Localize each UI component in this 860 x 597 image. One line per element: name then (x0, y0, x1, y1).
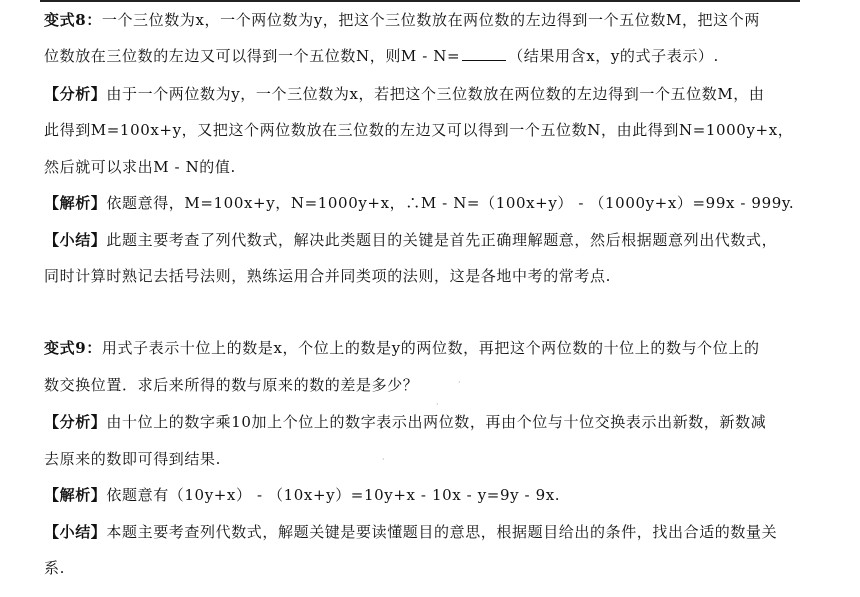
problem9-label: 变式9： (44, 339, 102, 357)
problem8-statement-line2 (44, 46, 719, 66)
problem8-solution-label: 【解析】 (44, 194, 107, 212)
problem9-summary-line2: 系. (44, 559, 65, 577)
problem8-analysis-line2: 此得到M=100x+y，又把这个两位数放在三位数的左边又可以得到一个五位数N，由此得到N=1000y+x， (44, 121, 794, 139)
problem9-text-line1: 用式子表示十位上的数是x，个位上的数是y的两位数，再把这个两位数的十位上的数与个位上的 (101, 339, 760, 357)
scan-speck: · (458, 378, 461, 387)
problem8-statement-line1 (44, 10, 760, 30)
problem9-analysis-label: 【分析】 (44, 413, 107, 431)
problem9-analysis-line2: 去原来的数即可得到结果. (44, 450, 221, 468)
problem8-label: 变式8： (44, 11, 102, 29)
problem8-summary-line1 (44, 230, 777, 250)
problem9-summary-text1: 本题主要考查列代数式，解题关键是要读懂题目的意思，根据题目给出的条件，找出合适的数量关 (106, 523, 778, 541)
scan-speck: · (436, 400, 439, 409)
problem8-solution-line (44, 193, 794, 213)
problem9-solution-text: 依题意有（10y+x） - （10x+y）=10y+x - 10x - y=9y - 9x. (106, 486, 561, 504)
problem8-analysis-line3: 然后就可以求出M - N的值. (44, 158, 236, 176)
top-rule (40, 0, 800, 2)
problem8-analysis-line1 (44, 84, 765, 104)
problem8-text-line2b: （结果用含x，y的式子表示）. (508, 47, 719, 65)
problem9-analysis-line1 (44, 412, 766, 432)
problem8-summary-text1: 此题主要考查了列代数式，解决此类题目的关键是首先正确理解题意，然后根据题意列出代数式， (106, 231, 778, 249)
problem9-analysis-text1: 由十位上的数字乘10加上个位上的数字表示出两位数，再由个位与十位交换表示出新数，新数减 (106, 413, 767, 431)
problem8-summary-line2: 同时计算时熟记去括号法则，熟练运用合并同类项的法则，这是各地中考的常考点. (44, 267, 611, 285)
problem8-analysis-label: 【分析】 (44, 85, 107, 103)
scan-speck: · (382, 455, 385, 464)
problem9-solution-line (44, 485, 560, 505)
problem9-solution-label: 【解析】 (44, 486, 107, 504)
problem9-statement-line1 (44, 338, 760, 358)
problem9-summary-line1 (44, 522, 777, 542)
problem8-text-line2a: 位数放在三位数的左边又可以得到一个五位数N，则M - N= (44, 47, 461, 65)
problem9-statement-line2: 数交换位置．求后来所得的数与原来的数的差是多少？ (44, 376, 419, 394)
problem8-analysis-text1: 由于一个两位数为y，一个三位数为x，若把这个三位数放在两位数的左边得到一个五位数M，由 (106, 85, 765, 103)
answer-blank (462, 48, 506, 61)
problem9-summary-label: 【小结】 (44, 523, 107, 541)
problem8-solution-text: 依题意得，M=100x+y，N=1000y+x，∴M - N=（100x+y） - （1000y+x）=99x - 999y. (106, 194, 795, 212)
problem8-summary-label: 【小结】 (44, 231, 107, 249)
problem8-text-line1: 一个三位数为x，一个两位数为y，把这个三位数放在两位数的左边得到一个五位数M，把这个两 (101, 11, 760, 29)
